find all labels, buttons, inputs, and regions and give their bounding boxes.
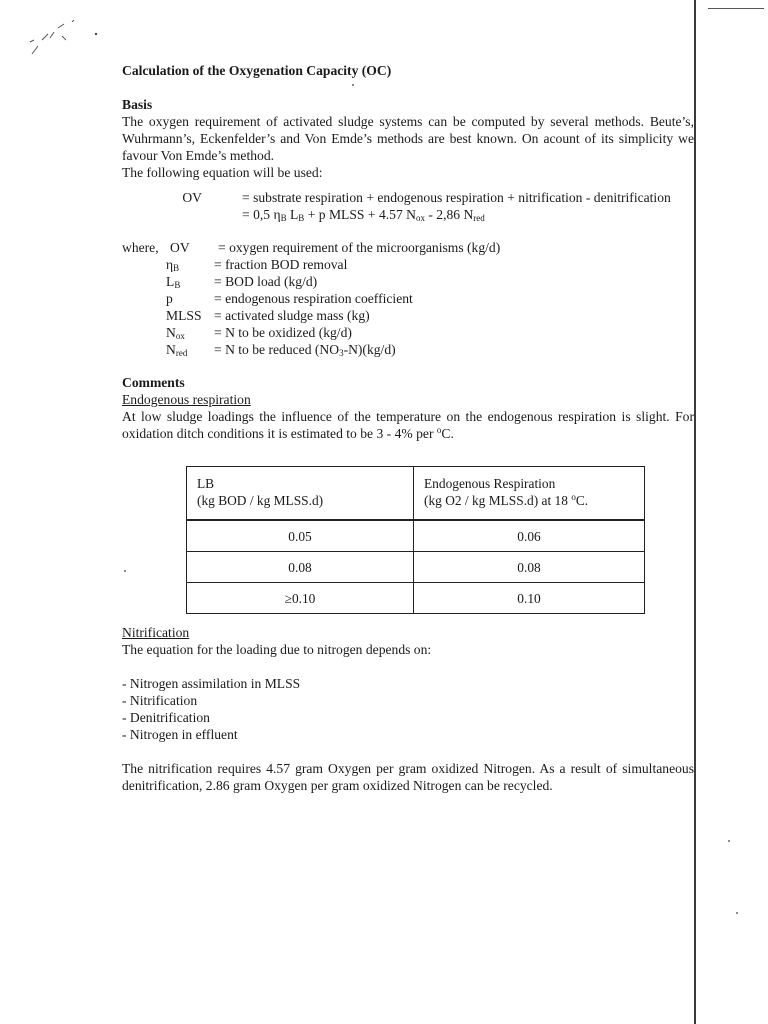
table-cell-er: 0.06 bbox=[414, 520, 645, 552]
where-definitions bbox=[122, 239, 694, 358]
speck bbox=[124, 570, 126, 572]
where-row: p = endogenous respiration coefficient bbox=[166, 291, 413, 306]
endogenous-subheading: Endogenous respiration bbox=[122, 392, 251, 407]
nitrification-section bbox=[122, 624, 694, 794]
nitrification-closing: The nitrification requires 4.57 gram Oxygen per gram oxidized Nitrogen. As a result of simultaneous denitrification, 2.86 gram Oxygen per gram oxidized Nitrogen can be recycled. bbox=[122, 761, 694, 793]
where-row: MLSS = activated sludge mass (kg) bbox=[166, 308, 370, 323]
endogenous-respiration-table bbox=[186, 466, 645, 614]
equation-lhs: OV bbox=[182, 190, 202, 205]
list-item: - Nitrogen in effluent bbox=[122, 727, 238, 742]
document-body bbox=[122, 62, 694, 442]
basis-heading: Basis bbox=[122, 97, 153, 112]
speck bbox=[728, 840, 730, 842]
table-cell-lb: 0.05 bbox=[187, 520, 414, 552]
where-row: $L_B$ = BOD load (kg/d) bbox=[166, 274, 318, 290]
list-item: - Nitrogen assimilation in MLSS bbox=[122, 676, 301, 691]
nitrogen-factor-list bbox=[122, 675, 694, 743]
where-row: $\eta_B$ = fraction BOD removal bbox=[166, 257, 348, 273]
table-row bbox=[187, 552, 645, 583]
basis-paragraph: The oxygen requirement of activated sludge systems can be computed by several methods. Beute’s, Wuhrmann’s, Eckenfelder’s and Von Emde’s methods are best known. On acount of its simplicity we favour Von Emde’s method. bbox=[122, 114, 694, 163]
table-cell-er: 0.08 bbox=[414, 552, 645, 583]
scan-scribble bbox=[28, 14, 108, 64]
where-label: where, bbox=[122, 240, 159, 255]
where-row: $N_{ox}$ = N to be oxidized (kg/d) bbox=[166, 325, 352, 341]
table-header-row bbox=[187, 467, 645, 521]
speck bbox=[736, 912, 738, 914]
equation-intro: The following equation will be used: bbox=[122, 165, 323, 180]
list-item: - Nitrification bbox=[122, 693, 198, 708]
equation-line-1 bbox=[122, 189, 694, 206]
table-row bbox=[187, 583, 645, 614]
endogenous-paragraph: At low sludge loadings the influence of the temperature on the endogenous respiration is slight. For oxidation ditch conditions it is estimated to be 3 - 4% per $^o$C. bbox=[122, 409, 694, 441]
list-item: - Denitrification bbox=[122, 710, 210, 725]
equation-rhs-1: = substrate respiration + endogenous respiration + nitrification - denitrification bbox=[242, 190, 671, 205]
document-title: Calculation of the Oxygenation Capacity (OC) bbox=[122, 63, 392, 78]
table-cell-lb: ≥0.10 bbox=[187, 583, 414, 614]
top-rule bbox=[708, 8, 764, 9]
table-header-lb: LB (kg BOD / kg MLSS.d) bbox=[187, 467, 414, 521]
nitrification-intro: The equation for the loading due to nitrogen depends on: bbox=[122, 642, 432, 657]
comments-heading: Comments bbox=[122, 375, 185, 390]
where-row: where, OV = oxygen requirement of the microorganisms (kg/d) bbox=[122, 240, 501, 255]
where-row: $N_{red}$ = N to be reduced $(NO_3-N)(kg/d)$ bbox=[166, 342, 396, 358]
equation-block bbox=[122, 189, 694, 223]
table-cell-lb: 0.08 bbox=[187, 552, 414, 583]
table-cell-er: 0.10 bbox=[414, 583, 645, 614]
page-edge-line bbox=[694, 0, 696, 1024]
nitrification-subheading: Nitrification bbox=[122, 625, 190, 640]
table-header-respiration: Endogenous Respiration (kg O2 / kg MLSS.d) at 18 $^o$C. bbox=[414, 467, 645, 521]
equation-line-2 bbox=[122, 206, 694, 223]
equation-rhs-2: = 0,5 $\eta_B$ $L_B + p$ MLSS + 4.57 $N_{ox} - 2,86$ $N_{red}$ bbox=[242, 207, 485, 223]
table-row bbox=[187, 520, 645, 552]
